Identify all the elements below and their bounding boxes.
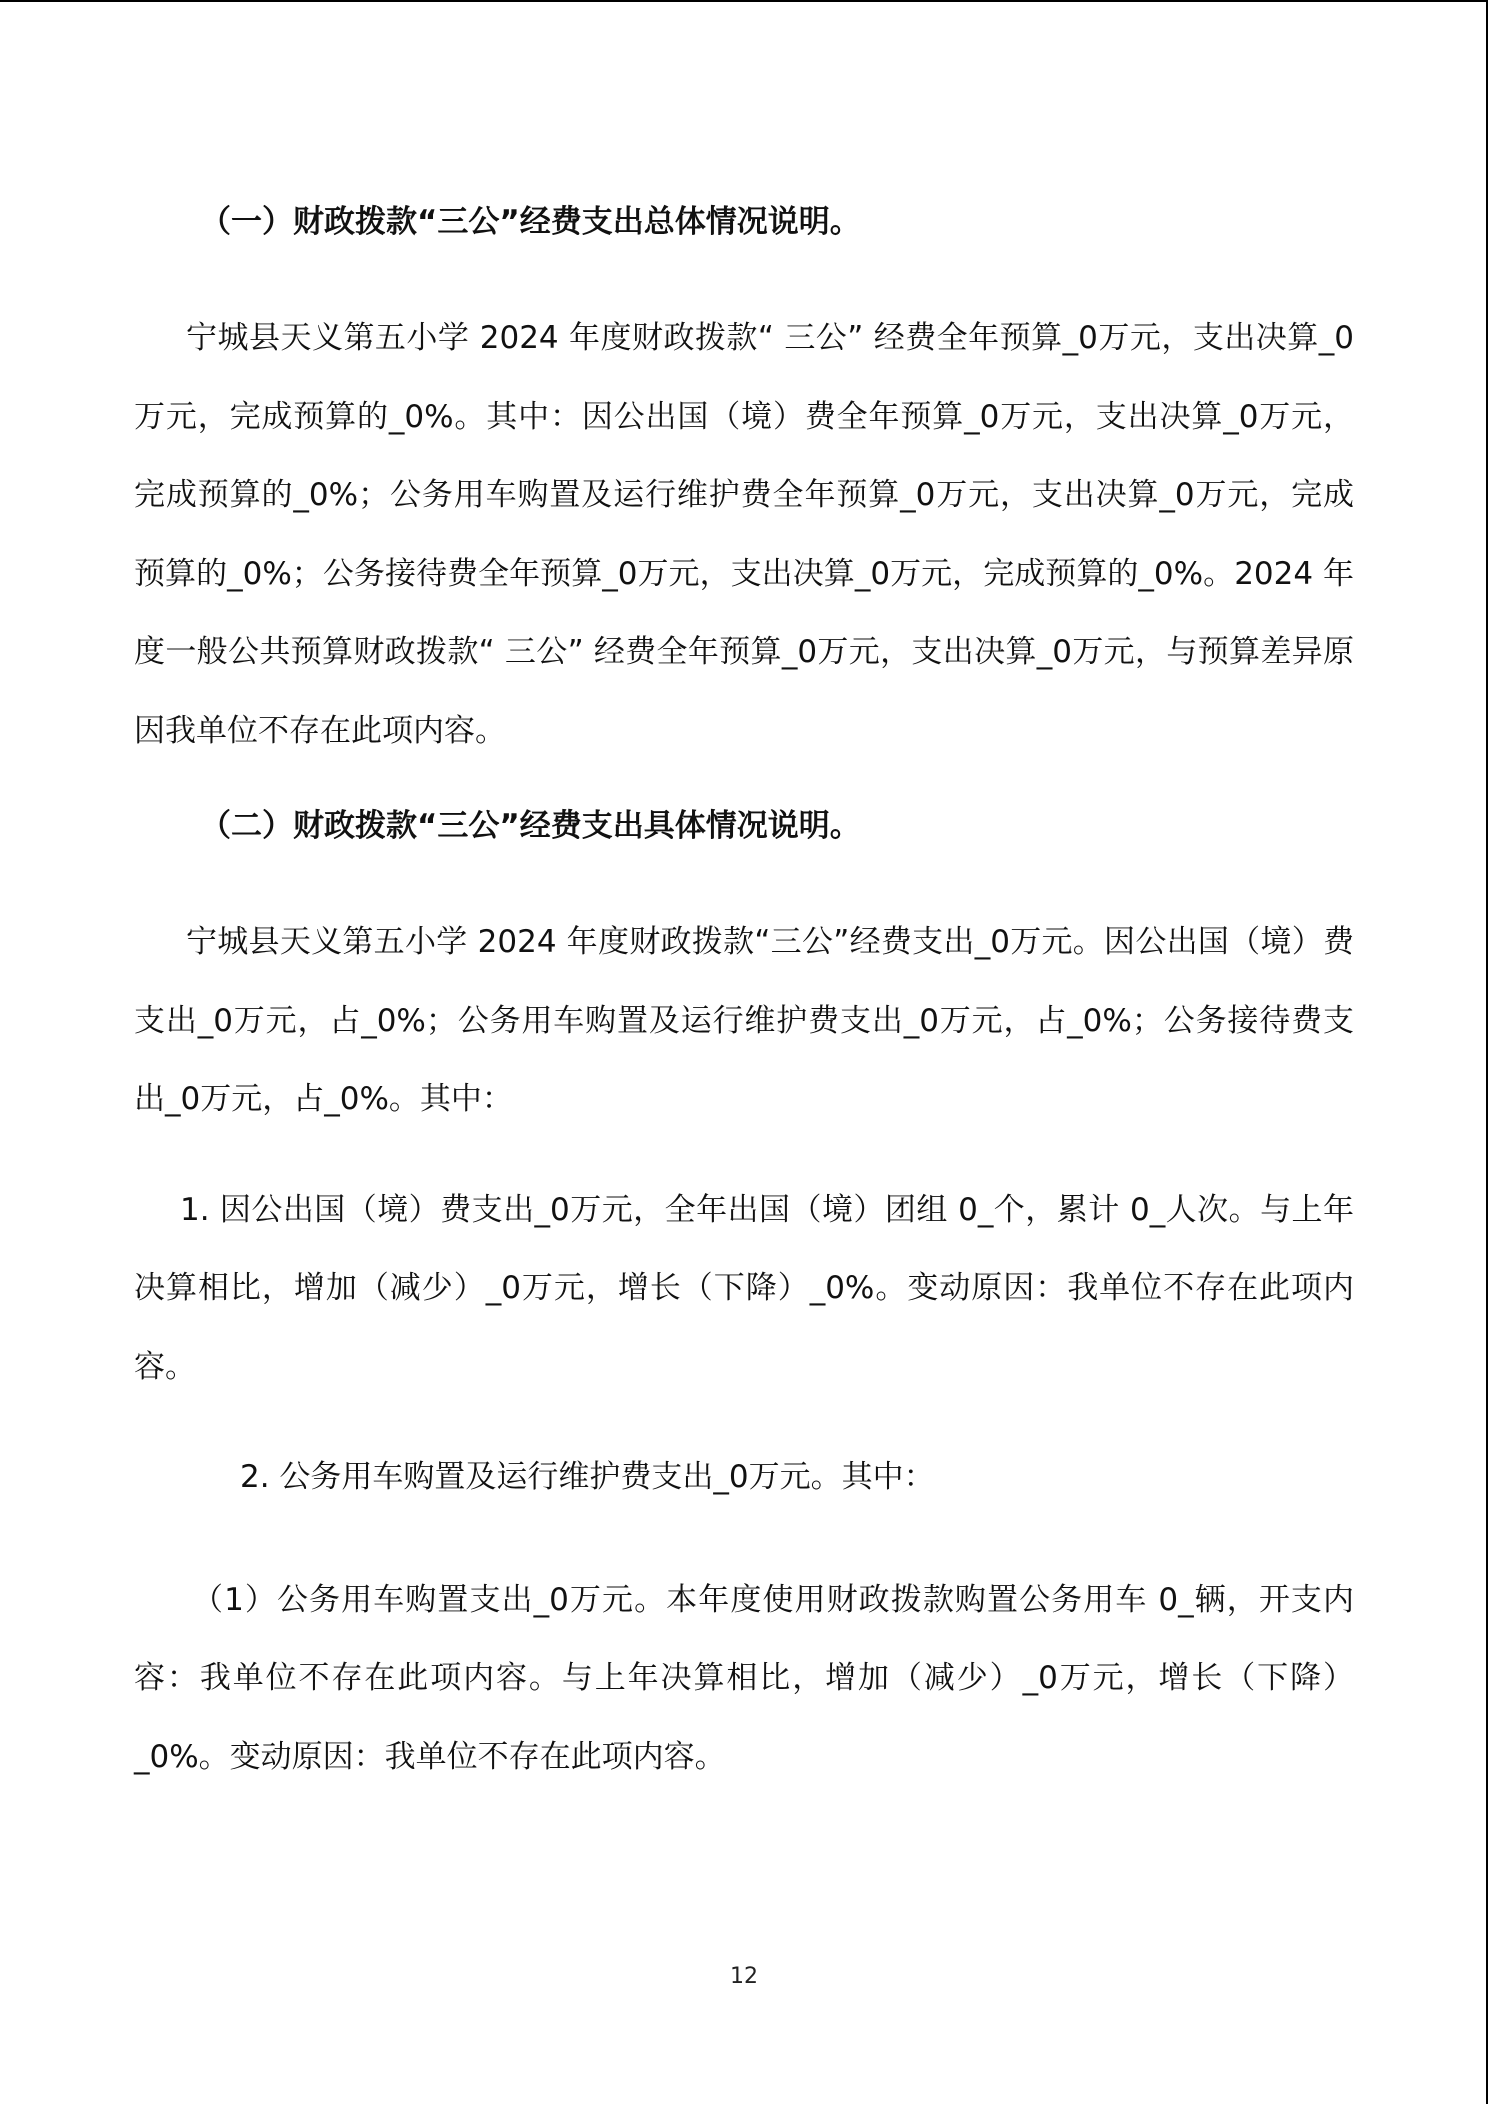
paragraph-detail-expenditure: 宁城县天义第五小学 2024 年度财政拨款“三公”经费支出_0万元。因公出国（境）费支出_0万元，占_0%；公务用车购置及运行维护费支出_0万元，占_0%；公务接待费支出_0万元，占_0%。其中： [134,924,1354,1117]
item-overseas-travel: 1. 因公出国（境）费支出_0万元，全年出国（境）团组 0_个，累计 0_人次。与上年决算相比，增加（减少）_0万元，增长（下降）_0%。变动原因：我单位不存在此项内容。 [134,1191,1354,1385]
page-content [134,198,1354,1828]
item-vehicle-purchase: （1）公务用车购置支出_0万元。本年度使用财政拨款购置公务用车 0_辆，开支内容：我单位不存在此项内容。与上年决算相比，增加（减少）_0万元，增长（下降）_0%。变动原因：我单位不存在此项内容。 [134,1581,1354,1775]
page-number: 12 [730,1964,758,1989]
section-heading-overall: （一）财政拨款“三公”经费支出总体情况说明。 [200,204,861,240]
section-heading-detail: （二）财政拨款“三公”经费支出具体情况说明。 [200,808,861,844]
item-official-vehicles: 2. 公务用车购置及运行维护费支出_0万元。其中： [240,1459,935,1495]
paragraph-overall-budget: 宁城县天义第五小学 2024 年度财政拨款“ 三公” 经费全年预算_0万元，支出决算_0万元，完成预算的_0%。其中：因公出国（境）费全年预算_0万元，支出决算_0万元，完成预算的_0%；公务用车购置及运行维护费全年预算_0万元，支出决算_0万元，完成预算的_0%；公务接待费全年预算_0万元，支出决算_0万元，完成预算的_0%。2024 年度一般公共预算财政拨款“ 三公” 经费全年预算_0万元，支出决算_0万元，与预算差异原因我单位不存在此项内容。 [134,320,1354,749]
